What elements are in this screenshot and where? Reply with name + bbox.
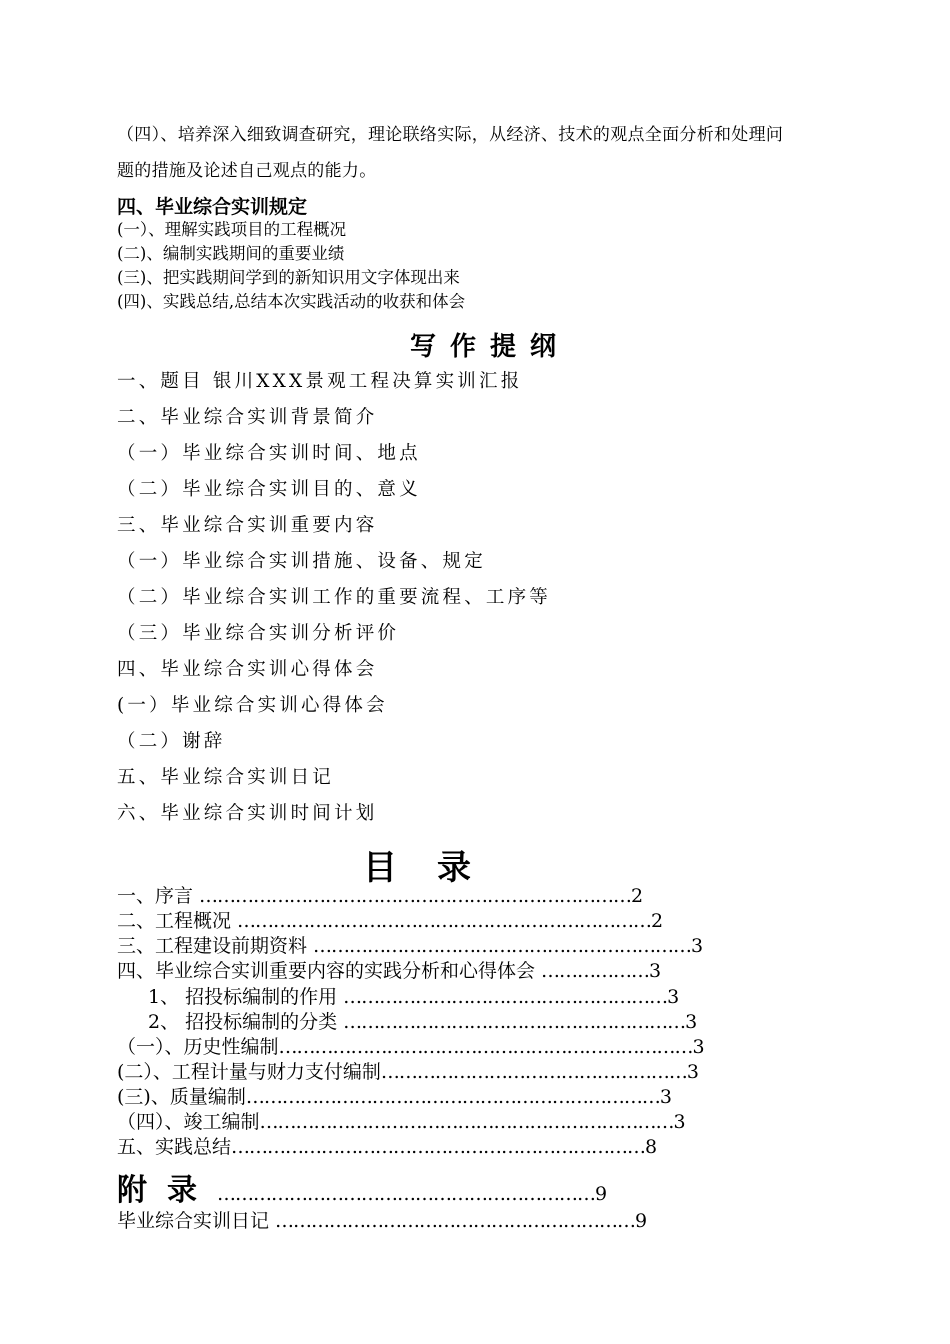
toc-entry[interactable] xyxy=(117,884,643,909)
toc-entry-text: 二、工程概况 xyxy=(117,910,238,932)
toc-entry-text: （四）、竣工编制 xyxy=(117,1111,260,1133)
toc-entry-text: 2、 招投标编制的分类 xyxy=(148,1011,344,1033)
rules-heading: 四、毕业综合实训规定 xyxy=(117,196,308,218)
toc-page-number: 9 xyxy=(635,1210,648,1232)
item4-line2: 题的措施及论述自己观点的能力。 xyxy=(117,161,377,181)
outline-title: 写作提纲 xyxy=(410,332,571,362)
toc-appendix[interactable] xyxy=(117,1165,607,1209)
toc-page-number: 8 xyxy=(645,1136,658,1158)
toc-entry[interactable] xyxy=(117,1110,686,1135)
toc-leader-dots: …………………………………………………………… xyxy=(231,1136,646,1158)
toc-entry[interactable] xyxy=(117,1085,672,1110)
toc-entry[interactable] xyxy=(117,1135,657,1160)
toc-page-number: 3 xyxy=(692,1036,705,1058)
toc-entry-text: 三、工程建设前期资料 xyxy=(117,935,314,957)
toc-entry[interactable] xyxy=(117,959,661,984)
toc-leader-dots: …………………………………………………………… xyxy=(245,1086,660,1108)
toc-entry[interactable] xyxy=(148,985,679,1010)
toc-page-number: 3 xyxy=(685,1011,698,1033)
outline-item: （二）毕业综合实训工作的重要流程、工序等 xyxy=(117,587,552,608)
toc-leader-dots: …………………………………………… xyxy=(380,1061,687,1083)
outline-item: （一）毕业综合实训时间、地点 xyxy=(117,443,421,464)
outline-item: 六、毕业综合实训时间计划 xyxy=(117,803,378,824)
toc-entry[interactable] xyxy=(117,909,663,934)
toc-leader-dots: ………………………………………………… xyxy=(343,1011,686,1033)
toc-entry-text: 一、序言 xyxy=(117,885,200,907)
toc-page-number: 3 xyxy=(673,1111,686,1133)
rules-item: (三)、把实践期间学到的新知识用文字体现出来 xyxy=(117,268,460,287)
toc-entry-text: 毕业综合实训日记 xyxy=(117,1210,276,1232)
toc-page-number: 3 xyxy=(659,1086,672,1108)
toc-entry-text: (三)、质量编制 xyxy=(117,1086,246,1108)
toc-entry-text: （一）、历史性编制 xyxy=(117,1036,279,1058)
outline-item: （二）毕业综合实训目的、意义 xyxy=(117,479,421,500)
rules-item: (一）、理解实践项目的工程概况 xyxy=(117,220,347,239)
toc-leader-dots: ……………………………………………… xyxy=(343,986,668,1008)
toc-entry[interactable] xyxy=(117,934,703,959)
outline-item: 三、毕业综合实训重要内容 xyxy=(117,515,378,536)
toc-entry[interactable] xyxy=(117,1060,699,1085)
outline-item: （一）毕业综合实训措施、设备、规定 xyxy=(117,551,486,572)
item4-line1: （四）、培养深入细致调查研究，理论联络实际，从经济、技术的观点全面分析和处理问 xyxy=(117,125,784,145)
appendix-label: 附录 xyxy=(117,1173,217,1208)
outline-item: 一、题目 银川XXX景观工程决算实训汇报 xyxy=(117,371,523,392)
toc-leader-dots: …………………………………………………………… xyxy=(259,1111,674,1133)
rules-item: (二)、编制实践期间的重要业绩 xyxy=(117,244,345,263)
outline-item: (一）毕业综合实训心得体会 xyxy=(117,695,388,716)
toc-entry[interactable] xyxy=(148,1010,697,1035)
toc-page-number: 9 xyxy=(595,1183,608,1205)
toc-page-number: 3 xyxy=(691,935,704,957)
toc-page-number: 3 xyxy=(649,960,662,982)
outline-item: 二、毕业综合实训背景简介 xyxy=(117,407,378,428)
toc-leader-dots: ……………………………………………………………… xyxy=(199,885,632,907)
rules-item: (四)、实践总结,总结本次实践活动的收获和体会 xyxy=(117,292,466,311)
toc-leader-dots: …………………………………………………………… xyxy=(278,1036,693,1058)
outline-item: （二）谢辞 xyxy=(117,731,226,752)
toc-leader-dots: …………………………………………………… xyxy=(275,1210,636,1232)
outline-item: 五、毕业综合实训日记 xyxy=(117,767,335,788)
toc-entry-text: (二）、工程计量与财力支付编制 xyxy=(117,1061,381,1083)
toc-entry-text: 五、实践总结 xyxy=(117,1136,232,1158)
toc-page-number: 3 xyxy=(667,986,680,1008)
outline-item: 四、毕业综合实训心得体会 xyxy=(117,659,378,680)
toc-leader-dots: ……………………………………………………… xyxy=(313,935,692,957)
toc-leader-dots: …………………………………………………………… xyxy=(237,910,652,932)
toc-page-number: 2 xyxy=(651,910,664,932)
toc-leader-dots: ……………… xyxy=(541,960,650,982)
outline-item: （三）毕业综合实训分析评价 xyxy=(117,623,400,644)
toc-entry[interactable] xyxy=(117,1035,705,1060)
toc-page-number: 3 xyxy=(686,1061,700,1083)
toc-page-number: 2 xyxy=(631,885,644,907)
toc-entry-text: 四、毕业综合实训重要内容的实践分析和心得体会 xyxy=(117,960,542,982)
toc-leader-dots: ……………………………………………………… xyxy=(217,1183,595,1205)
toc-entry[interactable] xyxy=(117,1209,647,1234)
toc-title: 目录 xyxy=(363,848,511,888)
toc-entry-text: 1、 招投标编制的作用 xyxy=(148,986,344,1008)
